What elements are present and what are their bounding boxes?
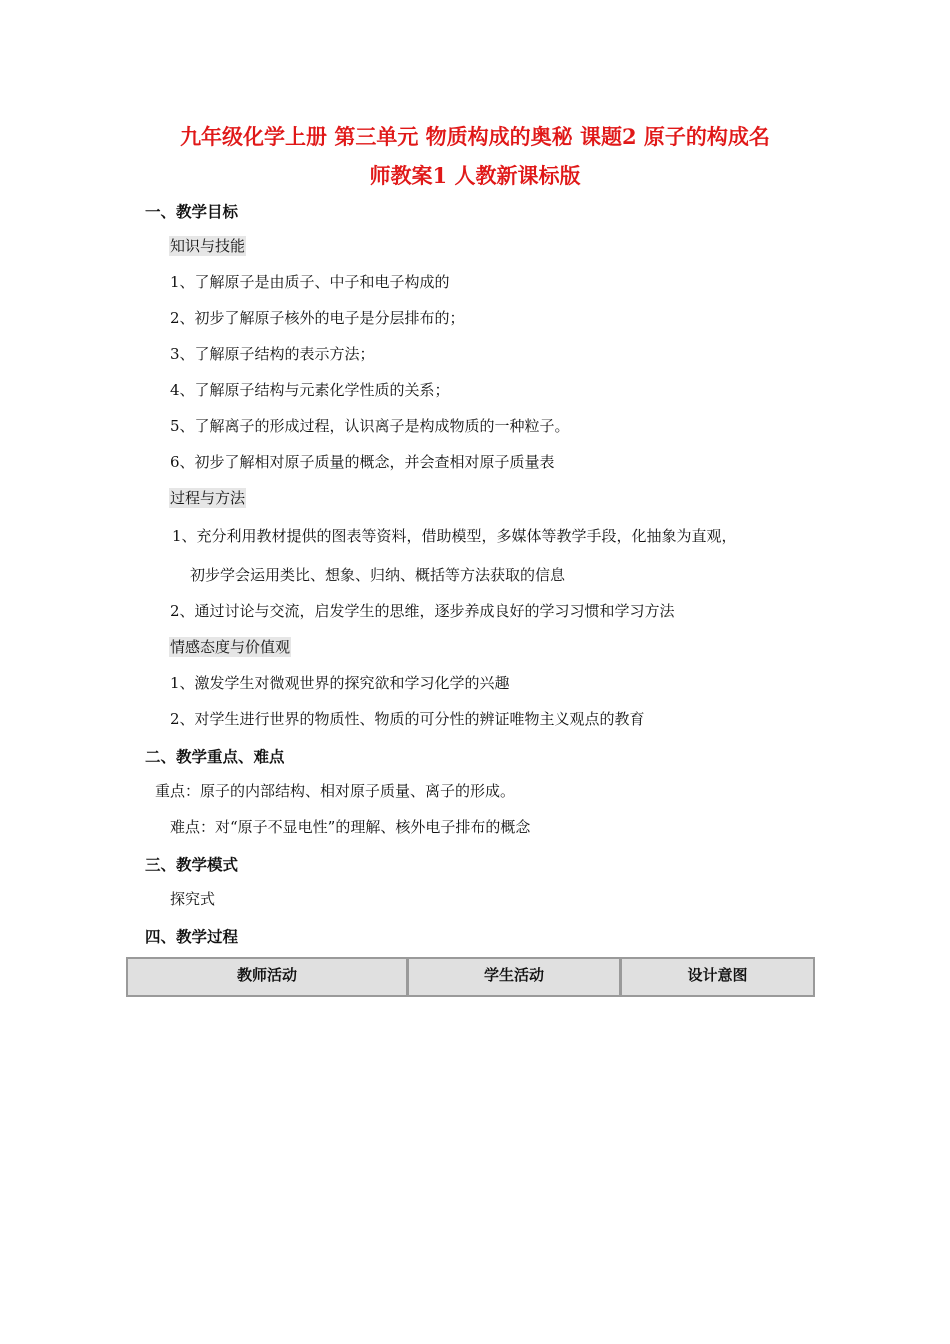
section-heading-teaching-process: 四、教学过程 xyxy=(145,927,239,946)
list-item-continuation: 初步学会运用类比、想象、归纳、概括等方法获取的信息 xyxy=(190,566,566,584)
list-item: 1、充分利用教材提供的图表等资料，借助模型，多媒体等教学手段，化抽象为直观， xyxy=(172,527,737,545)
list-item: 6、初步了解相对原子质量的概念，并会查相对原子质量表 xyxy=(170,453,555,471)
teaching-process-table xyxy=(126,957,815,997)
document-title-line-1: 九年级化学上册 第三单元 物质构成的奥秘 课题2 原子的构成名 xyxy=(180,124,770,149)
list-item: 4、了解原子结构与元素化学性质的关系； xyxy=(170,381,450,399)
section-heading-key-points: 二、教学重点、难点 xyxy=(145,747,285,766)
section-heading-teaching-mode: 三、教学模式 xyxy=(145,855,239,874)
subheading-emotion-values: 情感态度与价值观 xyxy=(170,638,291,656)
subheading-knowledge-skills: 知识与技能 xyxy=(170,237,246,255)
list-item: 5、了解离子的形成过程，认识离子是构成物质的一种粒子。 xyxy=(170,417,570,435)
key-point-text: 重点：原子的内部结构、相对原子质量、离子的形成。 xyxy=(155,782,516,800)
list-item: 1、了解原子是由质子、中子和电子构成的 xyxy=(170,273,450,291)
list-item: 2、通过讨论与交流，启发学生的思维，逐步养成良好的学习习惯和学习方法 xyxy=(170,602,675,620)
list-item: 2、初步了解原子核外的电子是分层排布的； xyxy=(170,309,465,327)
teaching-mode-text: 探究式 xyxy=(170,890,216,908)
difficult-point-text: 难点：对“原子不显电性”的理解、核外电子排布的概念 xyxy=(170,818,531,836)
table-header-design-intent: 设计意图 xyxy=(619,959,813,995)
list-item: 3、了解原子结构的表示方法； xyxy=(170,345,375,363)
table-header-student-activity: 学生活动 xyxy=(406,959,619,995)
document-title-line-2: 师教案1 人教新课标版 xyxy=(369,163,581,188)
section-heading-objectives: 一、教学目标 xyxy=(145,202,239,221)
list-item: 1、激发学生对微观世界的探究欲和学习化学的兴趣 xyxy=(170,674,510,692)
list-item: 2、对学生进行世界的物质性、物质的可分性的辨证唯物主义观点的教育 xyxy=(170,710,645,728)
table-header-teacher-activity: 教师活动 xyxy=(236,966,297,984)
subheading-process-methods: 过程与方法 xyxy=(170,489,246,507)
